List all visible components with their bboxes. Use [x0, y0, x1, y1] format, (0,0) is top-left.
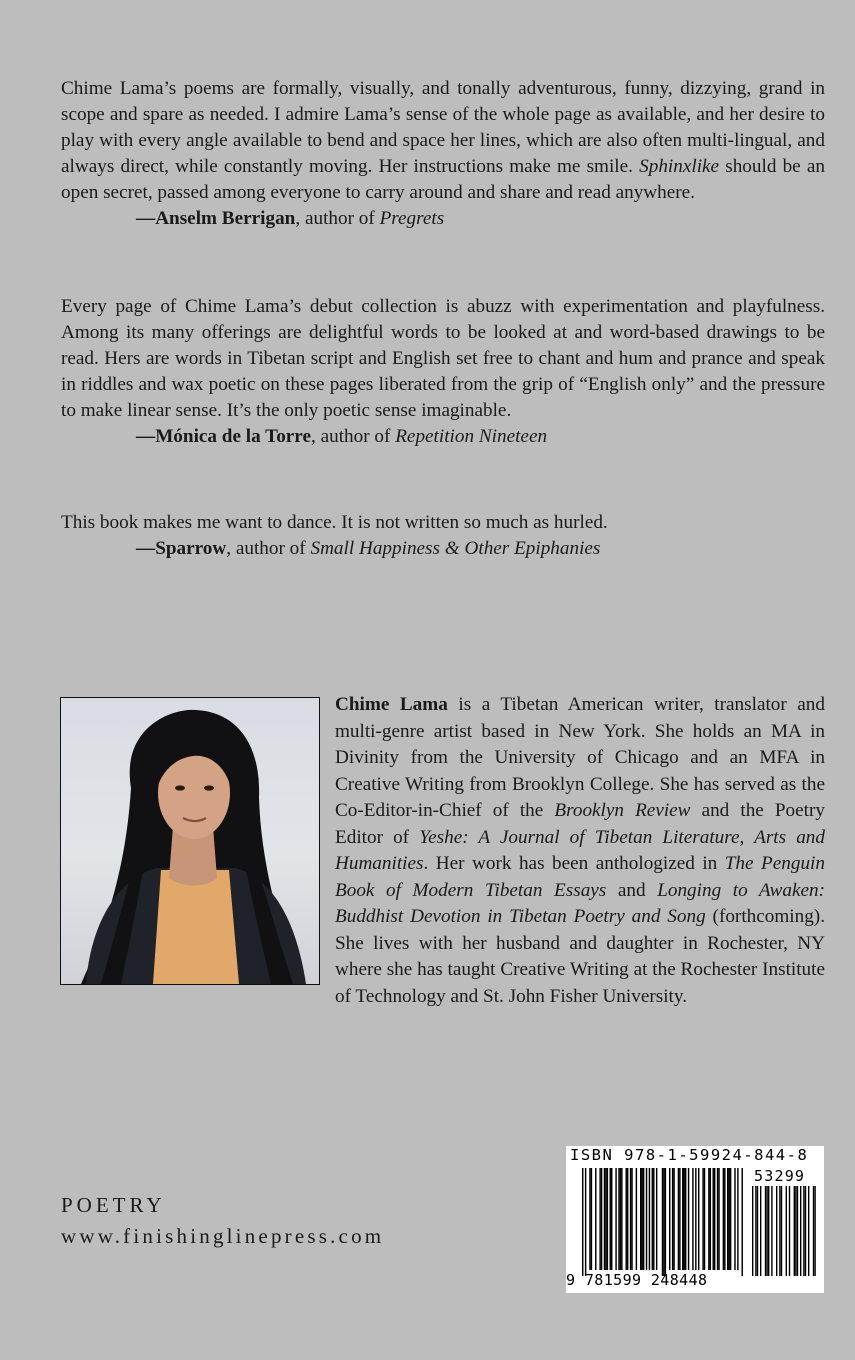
author-bio: Chime Lama is a Tibetan American writer, translator and multi-genre artist based in New York. She holds an MA in Divinity from the University of Chicago and an MFA in Creative Writing from Brooklyn College. She has served as the Co-Editor-in-Chief of the Brooklyn Review and the Poetry Editor of Yeshe: A Journal of Tibetan Literature, Arts and Humanities. Her work has been anthologized in The Penguin Book of Modern Tibetan Essays and Longing to Awaken: Buddhist Devotion in Tibetan Poetry and Song (forthcoming). She lives with her husband and daughter in Rochester, NY where she has taught Creative Writing at the Rochester Institute of Technology and St. John Fisher University.	[61, 692, 825, 1010]
book-title-inline: Sphinxlike	[639, 156, 720, 177]
blurb-author: Mónica de la Torre	[155, 426, 311, 447]
blurb-text: Every page of Chime Lama’s debut collection is abuzz with experimentation and playfulness. Among its many offerings are delightful words to be looked at and word-based drawings to be read. Hers are words in Tibetan script and English set free to chant and hum and prance and speak in riddles and wax poetic on these pages liberated from the grip of “English only” and the pressure to make linear sense. It’s the only poetic sense imaginable.	[61, 296, 825, 421]
blurb-text: Chime Lama’s poems are formally, visually, and tonally adventurous, funny, dizzying, grand in scope and spare as needed. I admire Lama’s sense of the whole page as available, and her desire to play with every angle available to bend and space her lines, which are also often multi-lingual, and always direct, while constantly moving. Her instructions make me smile. Sphinxlike should be an open secret, passed among everyone to carry around and share and read anywhere.	[61, 78, 825, 203]
blurb-sparrow	[61, 510, 825, 562]
ean-digits: 9 781599 248448	[566, 1271, 708, 1289]
blurb-author-work: Pregrets	[379, 208, 445, 229]
blurb-berrigan	[61, 76, 825, 232]
isbn-label: ISBN 978-1-59924-844-8	[570, 1146, 809, 1164]
blurb-attribution: —Anselm Berrigan, author of Pregrets	[136, 208, 445, 229]
blurb-de-la-torre	[61, 294, 825, 450]
blurb-attribution: —Mónica de la Torre, author of Repetition Nineteen	[136, 426, 548, 447]
blurb-attribution: —Sparrow, author of Small Happiness & Other Epiphanies	[136, 538, 601, 559]
genre-label: POETRY	[61, 1193, 166, 1217]
blurb-author-work: Small Happiness & Other Epiphanies	[310, 538, 601, 559]
blurb-author: Sparrow	[155, 538, 227, 559]
author-name: Chime Lama	[335, 694, 448, 715]
blurb-author-work: Repetition Nineteen	[395, 426, 548, 447]
blurb-text: This book makes me want to dance. It is not written so much as hurled.	[61, 512, 608, 533]
price-code: 53299	[754, 1167, 806, 1185]
publisher-website[interactable]: www.finishinglinepress.com	[61, 1224, 385, 1248]
isbn-barcode	[566, 1146, 824, 1293]
blurb-author: Anselm Berrigan	[155, 208, 296, 229]
photo-spacer	[61, 692, 335, 986]
